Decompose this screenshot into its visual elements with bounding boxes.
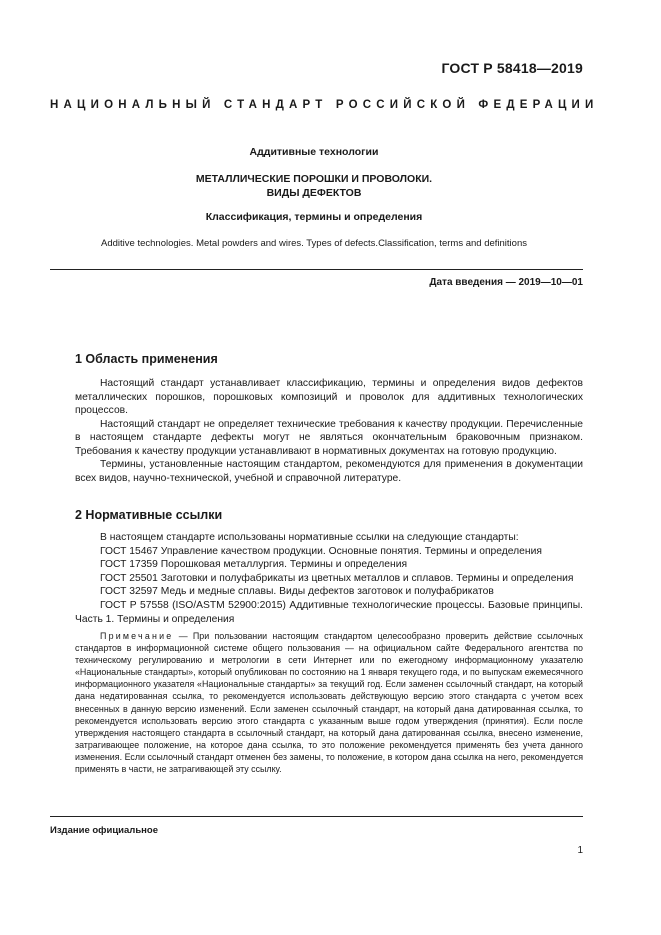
note-label: Примечание [100,631,174,641]
section-1-paragraph: Термины, установленные настоящим стандартом, рекомендуются для применения в документации всех видов, научно-технической, учебной и справочной литературе. [75,459,583,484]
title-subject: Аддитивные технологии [249,146,379,158]
official-edition-label: Издание официальное [50,825,158,836]
section-2-heading: 2 Нормативные ссылки [75,508,223,522]
note-text: — При пользовании настоящим стандартом целесообразно проверить действие ссылочных стандартов в информационной системе общего пользования — на официальном сайте Федерального агентства по техническому регулированию и метрологии в сети Интернет или по ежегодному информационному указателю «Национальные стандарты», который опубликован по состоянию на 1 января текущего года, и по выпускам ежемесячного информационного указателя «Национальные стандарты» за текущий год. Если заменен ссылочный стандарт, на который дана недатированная ссылка, то рекомендуется использовать действующую версию этого стандарта с учетом всех внесенных в данную версию изменений. Если заменен ссылочный стандарт, на который дана датированная ссылка, то рекомендуется использовать версию этого стандарта с указанным выше годом утверждения (принятия). Если после утверждения настоящего стандарта в ссылочный стандарт, на который дана датированная ссылка, внесено изменение, затрагивающее положение, на которое дана ссылка, то это положение рекомендуется применять без учета данного изменения. Если ссылочный стандарт отменен без замены, то положение, в котором дана ссылка на него, рекомендуется применять в части, не затрагивающей эту ссылку. [75,631,583,775]
section-2-references [75,531,583,626]
section-1-heading: 1 Область применения [75,352,218,366]
intro-date: Дата введения — 2019—10—01 [429,277,583,288]
footer-divider [50,816,583,817]
title-english: Additive technologies. Metal powders and wires. Types of defects.Classification, terms and definitions [101,238,527,249]
section-1-paragraph: Настоящий стандарт не определяет технические требования к качеству продукции. Перечисленные в настоящем стандарте дефекты могут не являться окончательным браковочным признаком. Требования к качеству продукции устанавливают в нормативных документах на готовую продукцию. [75,418,583,457]
reference-item: ГОСТ 15467 Управление качеством продукции. Основные понятия. Термины и определения [100,545,542,557]
references-note [75,630,583,775]
section-1-paragraph: Настоящий стандарт устанавливает классификацию, термины и определения видов дефектов металлических порошков, порошковых композиций и проволок для аддитивных технологических процессов. [75,378,583,416]
title-main-line1: МЕТАЛЛИЧЕСКИЕ ПОРОШКИ И ПРОВОЛОКИ. [195,173,433,185]
reference-item: ГОСТ 25501 Заготовки и полуфабрикаты из цветных металлов и сплавов. Термины и определения [100,572,574,584]
reference-item: ГОСТ 32597 Медь и медные сплавы. Виды дефектов заготовок и полуфабрикатов [100,586,494,598]
section-1-body [75,377,583,485]
title-main-line2: ВИДЫ ДЕФЕКТОВ [266,187,362,199]
gost-code: ГОСТ Р 58418—2019 [441,60,583,76]
references-intro: В настоящем стандарте использованы нормативные ссылки на следующие стандарты: [100,532,519,543]
title-classification: Классификация, термины и определения [205,211,423,223]
reference-item: ГОСТ Р 57558 (ISO/ASTM 52900:2015) Аддитивные технологические процессы. Базовые принципы. Часть 1. Термины и определения [75,599,583,625]
page-number: 1 [577,845,583,856]
header-divider [50,269,583,270]
national-standard-banner: НАЦИОНАЛЬНЫЙ СТАНДАРТ РОССИЙСКОЙ ФЕДЕРАЦИИ [50,99,599,111]
title-main [50,172,578,200]
reference-item: ГОСТ 17359 Порошковая металлургия. Термины и определения [100,559,408,571]
